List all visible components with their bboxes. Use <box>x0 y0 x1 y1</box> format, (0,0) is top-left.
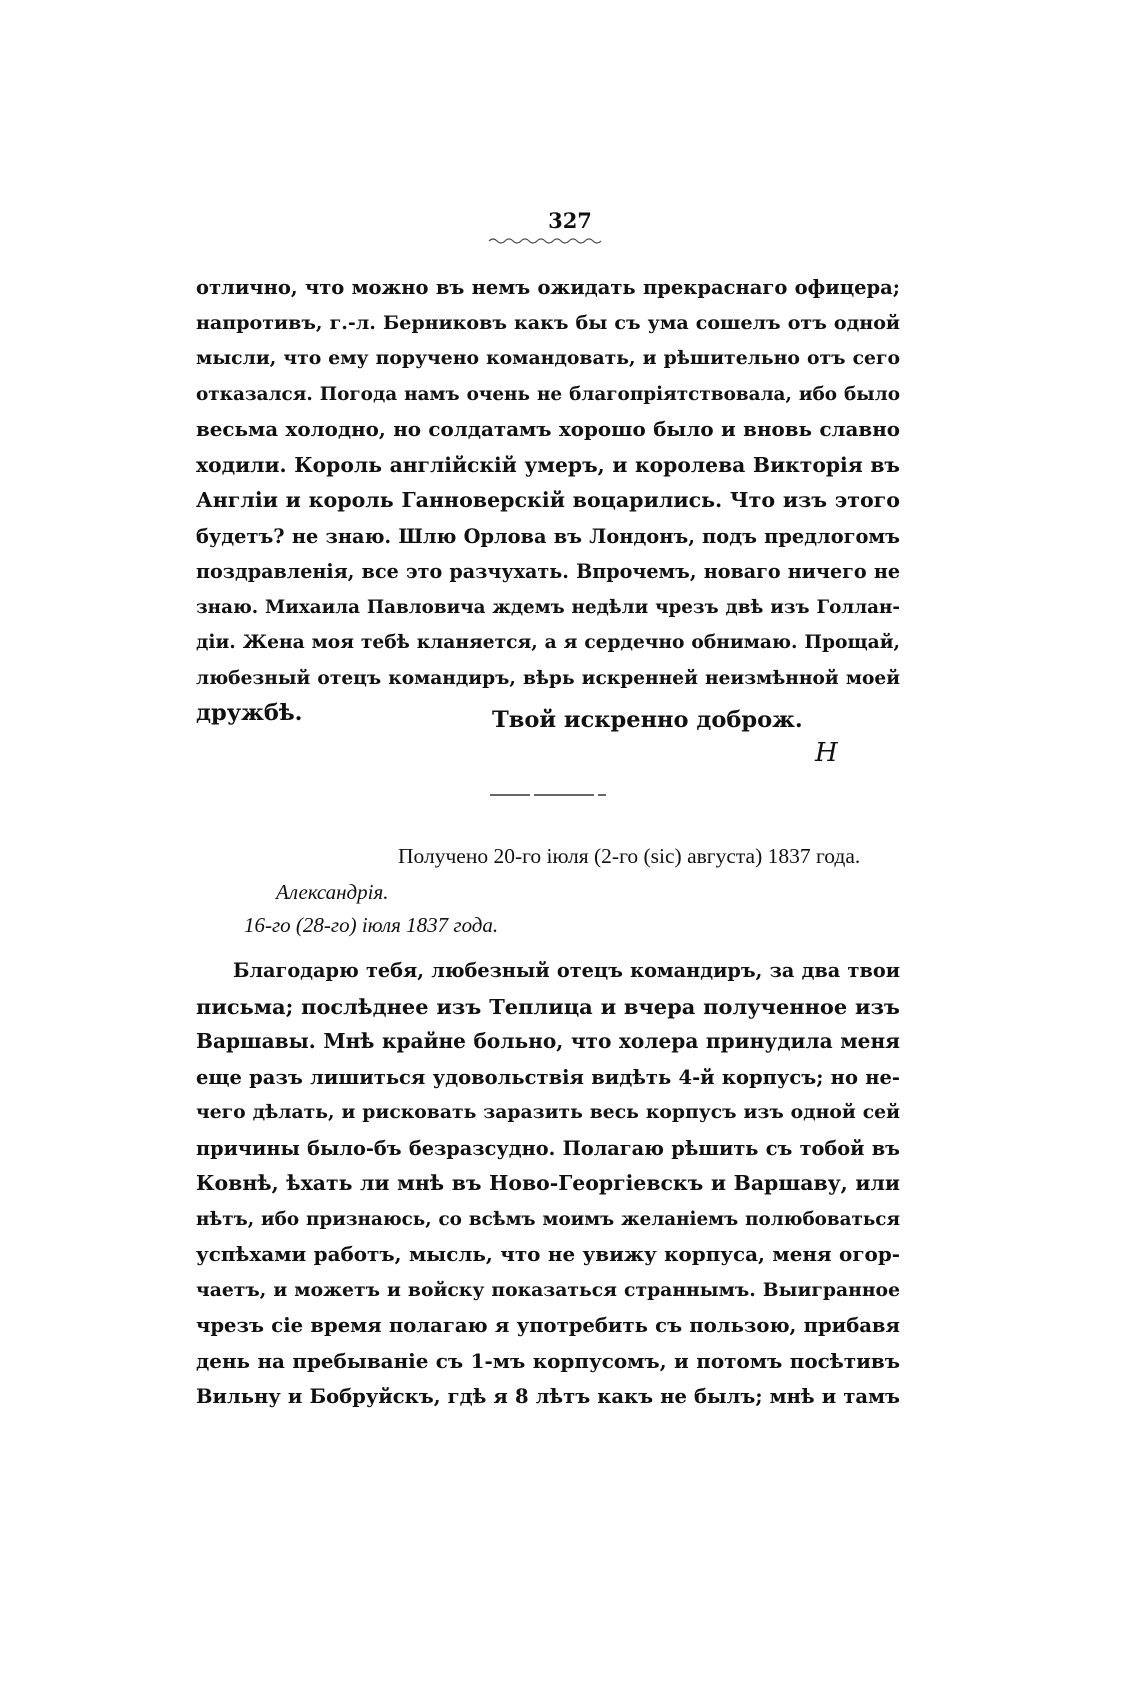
letter-place: Александрія. <box>276 880 389 904</box>
text-line: весьма холодно, но солдатамъ хорошо было и вновь славно <box>196 417 900 441</box>
section-separator <box>490 793 606 797</box>
text-line: Благодарю тебя, любезный отецъ командиръ, за два твои <box>233 959 900 982</box>
text-line: любезный отецъ командиръ, вѣрь искренней неизмѣнной моей <box>196 667 900 689</box>
text-line: еще разъ лишиться удовольствія видѣть 4-й корпусъ; но не- <box>196 1065 900 1089</box>
text-line: Вильну и Бобруйскъ, гдѣ я 8 лѣтъ какъ не былъ; мнѣ и тамъ <box>196 1385 900 1408</box>
text-line: чаетъ, и можетъ и войску показаться страннымъ. Выигранное <box>196 1278 900 1301</box>
text-line: Варшавы. Мнѣ крайне больно, что холера принудила меня <box>196 1029 900 1053</box>
received-note: Получено 20-го іюля (2-го (sic) августа) 1837 года. <box>398 844 861 868</box>
text-line: чрезъ сіе время полагаю я употребить съ пользою, прибавя <box>196 1314 900 1337</box>
text-line: день на пребываніе съ 1-мъ корпусомъ, и потомъ посѣтивъ <box>196 1348 900 1373</box>
text-line: причины было-бъ безразсудно. Полагаю рѣшить съ тобой въ <box>196 1136 900 1160</box>
text-line: Ковнѣ, ѣхать ли мнѣ въ Ново-Георгіевскъ и Варшаву, или <box>196 1171 900 1195</box>
text-line: ходили. Король англійскій умеръ, и королева Викторія въ <box>196 452 900 477</box>
signature: Н <box>815 738 838 768</box>
letter-date: 16-го (28-го) іюля 1837 года. <box>244 913 499 937</box>
text-line: отлично, что можно въ немъ ожидать прекраснаго офицера; <box>196 276 900 299</box>
text-line: письма; послѣднее изъ Теплица и вчера полученное изъ <box>196 993 900 1019</box>
text-line: діи. Жена моя тебѣ кланяется, а я сердечно обнимаю. Прощай, <box>196 632 900 653</box>
text-line: напротивъ, г.-л. Берниковъ какъ бы съ ума сошелъ отъ одной <box>196 311 900 334</box>
text-line: знаю. Михаила Павловича ждемъ недѣли чрезъ двѣ изъ Голлан- <box>196 596 900 618</box>
text-line: чего дѣлать, и рисковать заразить весь корпусъ изъ одной сей <box>196 1101 900 1123</box>
text-line: будетъ? не знаю. Шлю Орлова въ Лондонъ, подъ предлогомъ <box>196 524 900 548</box>
text-line: отказался. Погода намъ очень не благопріятствовала, ибо было <box>196 383 900 405</box>
page-number-ornament <box>488 236 606 244</box>
text-line: нѣтъ, ибо признаюсь, со всѣмъ моимъ желаніемъ полюбоваться <box>196 1208 900 1230</box>
text-line: успѣхами работъ, мысль, что не увижу корпуса, меня огор- <box>196 1242 900 1266</box>
text-line: дружбѣ. <box>196 700 303 726</box>
letter-1-text <box>196 270 900 732</box>
page-number: 327 <box>548 208 592 233</box>
text-line: Англіи и король Ганноверскій воцарились. Что изъ этого <box>196 488 900 512</box>
letter-closing: Твой искренно доброж. <box>492 707 803 733</box>
letter-2-text <box>196 953 900 1415</box>
text-line: поздравленія, все это разчухать. Впрочемъ, новаго ничего не <box>196 560 900 583</box>
text-line: мысли, что ему поручено командовать, и рѣшительно отъ сего <box>196 347 900 369</box>
